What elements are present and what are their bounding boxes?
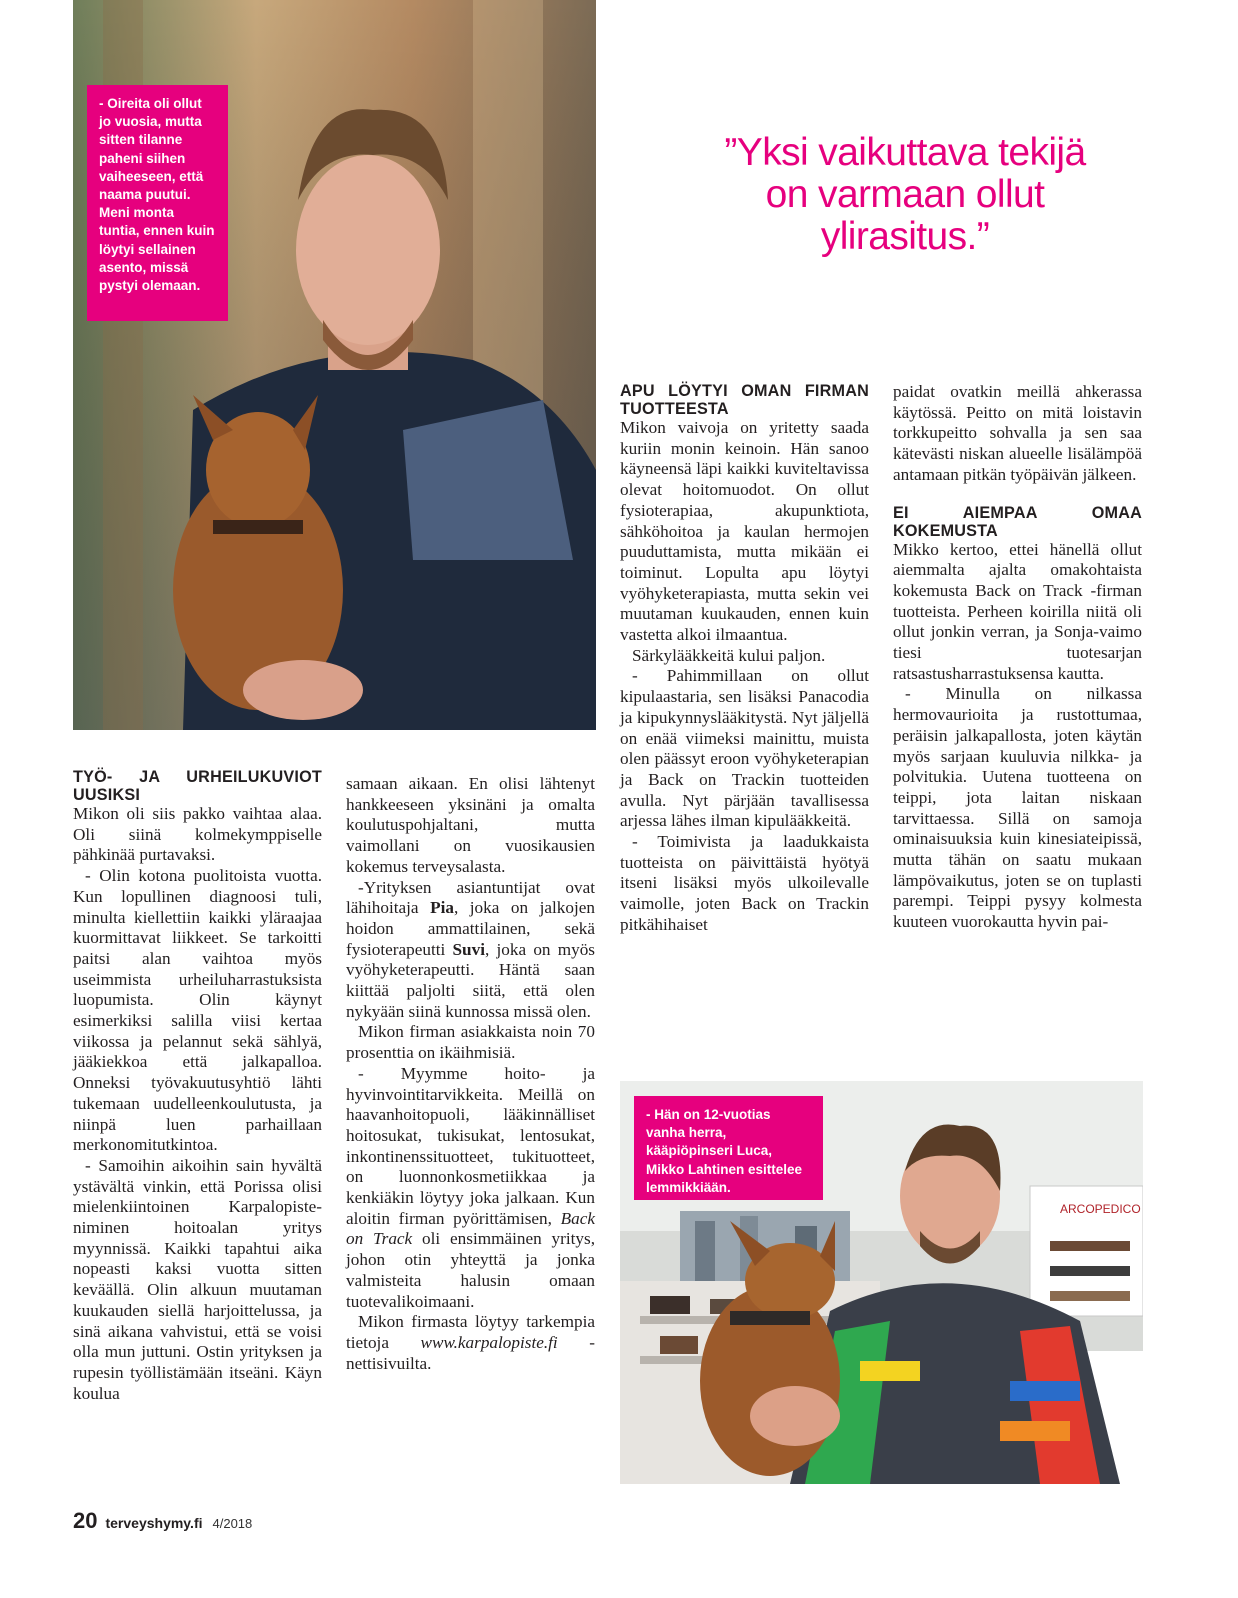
paragraph: Mikon vaivoja on yritetty saada kuriin monin keinoin. Hän sanoo käyneensä läpi kaikki kuviteltavissa olevat hoitomuodot. On ollut fysioterapiaa, akupunktiota, sähköhoitoa ja kaulan hermojen puuduttamista, mutta mikään ei toiminut. Lopulta apu löytyi vyöhyketerapiasta, mutta sekin vei muutaman kuukauden, ennen kuin vastetta alkoi ilmaantua. — [620, 418, 869, 645]
brand-name: Back on Track — [346, 1208, 595, 1249]
article-column-3 — [620, 382, 869, 936]
paragraph: Särkylääkkeitä kului paljon. — [632, 645, 826, 665]
paragraph: paidat ovatkin meillä ahkerassa käytössä. Peitto on mitä loistavin torkkupeitto sohvalla ja sen saa kätevästi niskan alueelle lisälämpöä antamaan pitkän työpäivän jälkeen. — [893, 382, 1142, 484]
name-suvi: Suvi — [452, 939, 485, 959]
paragraph: - Toimivista ja laadukkaista tuotteista on päivittäistä hyötyä itseni lisäksi myös ulkoilevalle vaimolle, joten Back on Trackin pitkähihaiset — [620, 832, 869, 934]
page-footer — [73, 1508, 252, 1534]
photo-caption-bottom: - Hän on 12-vuotias vanha herra, kääpiöpinseri Luca, Mikko Lahtinen esittelee lemmikkiään. — [634, 1096, 823, 1200]
paragraph: Mikko kertoo, ettei hänellä ollut aiemmalta ajalta omakohtaista kokemusta Back on Track -firman tuotteista. Perheen koirilla niitä oli ollut jonkin verran, ja Sonja-vaimo tiesi tuotesarjan ratsastusharrastuksensa kautta. — [893, 539, 1142, 683]
section-heading: APU LÖYTYI OMAN FIRMAN TUOTTEESTA — [620, 382, 869, 418]
name-pia: Pia — [430, 898, 454, 918]
magazine-site: terveyshymy.fi — [105, 1515, 203, 1531]
paragraph: Mikon firman asiakkaista noin 70 prosenttia on ikäihmisiä. — [346, 1022, 595, 1063]
paragraph: -Yrityksen asiantuntijat ovat lähihoitaja Pia, joka on jalkojen hoidon ammattilainen, sekä fysioterapeutti Suvi, joka on myös vyöhyketerapeutti. Häntä saan kiittää paljolti siitä, että olen nykyään siinä kunnossa missä olen. — [346, 877, 595, 1021]
pull-quote: ”Yksi vaikuttava tekijä on varmaan ollut ylirasitus.” — [724, 131, 1086, 258]
article-column-1 — [73, 768, 322, 1404]
page-number: 20 — [73, 1508, 98, 1533]
website-url: www.karpalopiste.fi — [420, 1332, 558, 1352]
paragraph: - Samoihin aikoihin sain hyvältä ystävältä vinkin, että Porissa olisi mielenkiintoinen Karpalopiste-niminen hoitoalan yritys myynnissä. Kaikki tapahtui aika nopeasti kaksi vuotta sitten keväällä. Olin alkuun muutaman kuukauden siellä harjoittelussa, ja sinä aikana vahvistui, että se voisi olla mun juttuni. Ostin yrityksen ja rupesin työllistämään itseäni. Käyn koulua — [73, 1155, 322, 1403]
paragraph: samaan aikaan. En olisi lähtenyt hankkeeseen yksinäni ja omalta koulutuspohjaltani, mutta vaimollani on vuosikausien kokemus terveysalasta. — [346, 774, 595, 876]
paragraph: Mikon oli siis pakko vaihtaa alaa. Oli siinä kolmekymppiselle pähkinää purtavaksi. — [73, 804, 322, 865]
issue-number: 4/2018 — [212, 1516, 253, 1531]
photo-caption-top: - Oireita oli ollut jo vuosia, mutta sitten tilanne paheni siihen vaiheeseen, että naama puutui. Meni monta tuntia, ennen kuin löytyi sellainen asento, missä pystyi olemaan. — [87, 85, 228, 321]
article-column-2 — [346, 774, 595, 1374]
paragraph: Mikon firmasta löytyy tarkempia tietoja www.karpalopiste.fi -nettisivuilta. — [346, 1312, 595, 1373]
shop-sign: ARCOPEDICO — [1060, 1202, 1141, 1216]
paragraph: - Pahimmillaan on ollut kipulaastaria, sen lisäksi Panacodia ja kipukynnyslääkitystä. Nyt jäljellä on enää viimeksi mainittu, muista olen päässyt eroon vyöhyketerapian ja Back on Trackin tuotteiden avulla. Nyt pärjään tavallisessa arjessa lähes ilman kipulääkkeitä. — [620, 666, 869, 831]
paragraph: - Olin kotona puolitoista vuotta. Kun lopullinen diagnoosi tuli, minulta kiellettiin kaikki yläraajaa kuormittavat liikkeet. Se tarkoitti paitsi alan vaihtoa myös useimmista urheiluharrastuksista luopumista. Olin käynyt esimerkiksi salilla viisi kertaa viikossa ja pelannut sekä sählyä, jääkiekkoa että jalkapalloa. Onneksi työvakuutusyhtiö lähti tukemaan uudelleenkoulutusta, ja niinpä luen parhaillaan merkonomitutkintoa. — [73, 866, 322, 1155]
paragraph: - Myymme hoito- ja hyvinvointitarvikkeita. Meillä on haavanhoitopuoli, lääkinnälliset hoitosukat, tukisukat, lentosukat, inkontinenssituotteet, tukituotteet, on luonnonkosmetiikkaa ja kenkiäkin löytyy joka jalkaan. Kun aloitin firman pyörittämisen, Back on Track oli ensimmäinen yritys, johon otin yhteyttä ja jonka valmisteita halusin omaan tuotevalikoimaani. — [346, 1063, 595, 1311]
section-heading: EI AIEMPAA OMAA KOKEMUSTA — [893, 503, 1142, 540]
paragraph: - Minulla on nilkassa hermovaurioita ja rustottumaa, peräisin jalkapallosta, joten käytän myös sarjaan kuuluvia nilkka- ja polvitukia. Uutena tuotteena on teippi, jota laitan niskaan tarvittaessa. Sillä on samoja ominaisuuksia kuin kinesiateipissä, mutta tähän on saatu mukaan lämpövaikutus, joten se on tuplasti parempi. Teippi pysyy kolmesta kuuteen vuorokautta hyvin pai- — [893, 684, 1142, 932]
section-heading: TYÖ- JA URHEILUKUVIOT UUSIKSI — [73, 768, 322, 804]
article-column-4 — [893, 382, 1142, 933]
